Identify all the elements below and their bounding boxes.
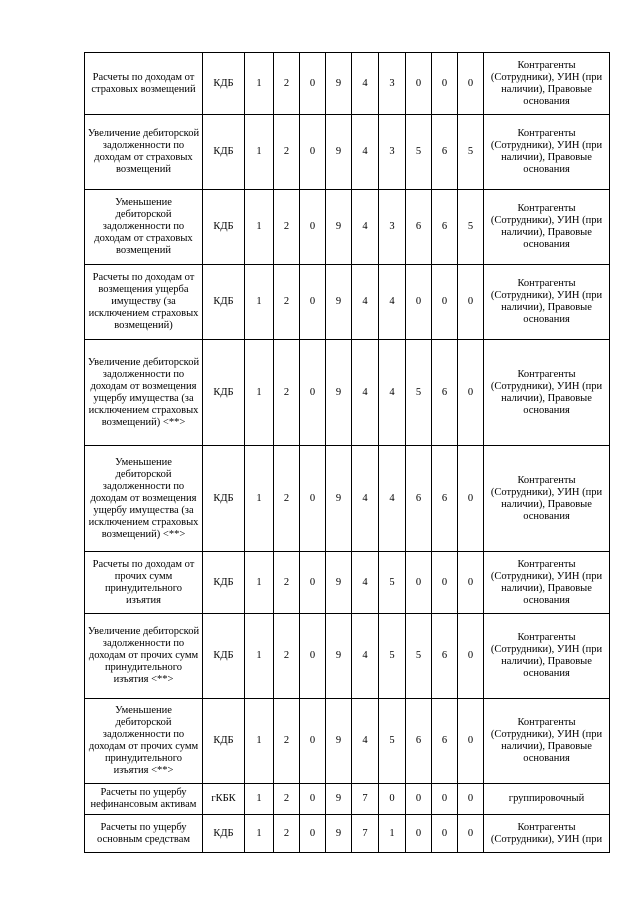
code-digit-cell: 0 (458, 552, 484, 614)
code-digit-cell: 9 (326, 340, 352, 446)
code-digit-cell: 5 (406, 340, 432, 446)
code-digit-cell: 4 (352, 614, 379, 699)
code-digit-cell: 4 (379, 340, 406, 446)
code-digit-cell: 0 (300, 115, 326, 190)
code-digit-cell: 5 (458, 190, 484, 265)
analytics-cell: Контрагенты (Сотрудники), УИН (при наличии), Правовые основания (484, 340, 610, 446)
code-digit-cell: 2 (274, 614, 300, 699)
code-digit-cell: 0 (300, 190, 326, 265)
analytics-cell: Контрагенты (Сотрудники), УИН (при наличии), Правовые основания (484, 265, 610, 340)
code-digit-cell: 2 (274, 340, 300, 446)
code-digit-cell: 4 (352, 265, 379, 340)
code-digit-cell: 2 (274, 265, 300, 340)
analytics-cell: Контрагенты (Сотрудники), УИН (при наличии), Правовые основания (484, 446, 610, 552)
kbk-type-cell: КДБ (203, 190, 245, 265)
code-digit-cell: 0 (300, 614, 326, 699)
table-body (85, 53, 610, 853)
code-digit-cell: 9 (326, 815, 352, 853)
account-name-cell: Увеличение дебиторской задолженности по доходам от возмещения ущербу имущества (за исключением страховых возмещений) <**> (85, 340, 203, 446)
code-digit-cell: 0 (458, 446, 484, 552)
code-digit-cell: 5 (406, 614, 432, 699)
kbk-type-cell: КДБ (203, 446, 245, 552)
code-digit-cell: 0 (300, 784, 326, 815)
code-digit-cell: 9 (326, 190, 352, 265)
code-digit-cell: 6 (406, 190, 432, 265)
code-digit-cell: 0 (432, 53, 458, 115)
analytics-cell: Контрагенты (Сотрудники), УИН (при наличии), Правовые основания (484, 115, 610, 190)
code-digit-cell: 4 (352, 53, 379, 115)
code-digit-cell: 0 (300, 699, 326, 784)
analytics-cell: Контрагенты (Сотрудники), УИН (при (484, 815, 610, 853)
code-digit-cell: 4 (352, 340, 379, 446)
code-digit-cell: 4 (352, 190, 379, 265)
account-name-cell: Расчеты по ущербу основным средствам (85, 815, 203, 853)
table-row (85, 552, 610, 614)
code-digit-cell: 0 (458, 699, 484, 784)
table-row (85, 340, 610, 446)
code-digit-cell: 4 (352, 699, 379, 784)
code-digit-cell: 6 (432, 190, 458, 265)
code-digit-cell: 4 (352, 552, 379, 614)
table-row (85, 815, 610, 853)
code-digit-cell: 0 (458, 815, 484, 853)
code-digit-cell: 1 (245, 552, 274, 614)
code-digit-cell: 6 (406, 446, 432, 552)
code-digit-cell: 5 (379, 699, 406, 784)
code-digit-cell: 2 (274, 815, 300, 853)
code-digit-cell: 1 (245, 784, 274, 815)
code-digit-cell: 2 (274, 699, 300, 784)
analytics-cell: группировочный (484, 784, 610, 815)
code-digit-cell: 2 (274, 446, 300, 552)
kbk-type-cell: КДБ (203, 699, 245, 784)
table-row (85, 614, 610, 699)
account-name-cell: Увеличение дебиторской задолженности по доходам от страховых возмещений (85, 115, 203, 190)
analytics-cell: Контрагенты (Сотрудники), УИН (при наличии), Правовые основания (484, 614, 610, 699)
code-digit-cell: 9 (326, 614, 352, 699)
code-digit-cell: 5 (406, 115, 432, 190)
code-digit-cell: 0 (432, 552, 458, 614)
table-row (85, 115, 610, 190)
code-digit-cell: 1 (245, 614, 274, 699)
code-digit-cell: 1 (245, 699, 274, 784)
code-digit-cell: 9 (326, 265, 352, 340)
code-digit-cell: 7 (352, 784, 379, 815)
account-name-cell: Расчеты по ущербу нефинансовым активам (85, 784, 203, 815)
code-digit-cell: 3 (379, 53, 406, 115)
code-digit-cell: 0 (458, 53, 484, 115)
code-digit-cell: 4 (379, 265, 406, 340)
code-digit-cell: 0 (432, 815, 458, 853)
code-digit-cell: 3 (379, 190, 406, 265)
account-name-cell: Уменьшение дебиторской задолженности по доходам от страховых возмещений (85, 190, 203, 265)
code-digit-cell: 5 (458, 115, 484, 190)
kbk-type-cell: КДБ (203, 340, 245, 446)
analytics-cell: Контрагенты (Сотрудники), УИН (при наличии), Правовые основания (484, 552, 610, 614)
code-digit-cell: 1 (379, 815, 406, 853)
code-digit-cell: 6 (406, 699, 432, 784)
kbk-type-cell: КДБ (203, 115, 245, 190)
table-row (85, 265, 610, 340)
code-digit-cell: 2 (274, 190, 300, 265)
code-digit-cell: 1 (245, 190, 274, 265)
table-row (85, 784, 610, 815)
code-digit-cell: 0 (300, 815, 326, 853)
code-digit-cell: 7 (352, 815, 379, 853)
kbk-type-cell: КДБ (203, 614, 245, 699)
code-digit-cell: 1 (245, 115, 274, 190)
accounts-table (84, 52, 610, 853)
table-row (85, 53, 610, 115)
code-digit-cell: 2 (274, 784, 300, 815)
code-digit-cell: 1 (245, 340, 274, 446)
code-digit-cell: 2 (274, 552, 300, 614)
code-digit-cell: 6 (432, 115, 458, 190)
code-digit-cell: 0 (379, 784, 406, 815)
kbk-type-cell: КДБ (203, 552, 245, 614)
code-digit-cell: 1 (245, 265, 274, 340)
analytics-cell: Контрагенты (Сотрудники), УИН (при наличии), Правовые основания (484, 53, 610, 115)
code-digit-cell: 6 (432, 699, 458, 784)
code-digit-cell: 6 (432, 340, 458, 446)
analytics-cell: Контрагенты (Сотрудники), УИН (при наличии), Правовые основания (484, 190, 610, 265)
code-digit-cell: 4 (379, 446, 406, 552)
code-digit-cell: 9 (326, 53, 352, 115)
account-name-cell: Увеличение дебиторской задолженности по доходам от прочих сумм принудительного изъятия <**> (85, 614, 203, 699)
account-name-cell: Уменьшение дебиторской задолженности по доходам от возмещения ущербу имущества (за исключением страховых возмещений) <**> (85, 446, 203, 552)
code-digit-cell: 5 (379, 614, 406, 699)
code-digit-cell: 1 (245, 815, 274, 853)
code-digit-cell: 3 (379, 115, 406, 190)
code-digit-cell: 9 (326, 784, 352, 815)
account-name-cell: Расчеты по доходам от возмещения ущерба имуществу (за исключением страховых возмещений) (85, 265, 203, 340)
code-digit-cell: 1 (245, 446, 274, 552)
table-row (85, 699, 610, 784)
kbk-type-cell: гКБК (203, 784, 245, 815)
code-digit-cell: 0 (432, 784, 458, 815)
code-digit-cell: 0 (458, 265, 484, 340)
kbk-type-cell: КДБ (203, 53, 245, 115)
code-digit-cell: 5 (379, 552, 406, 614)
code-digit-cell: 1 (245, 53, 274, 115)
code-digit-cell: 9 (326, 699, 352, 784)
code-digit-cell: 9 (326, 446, 352, 552)
code-digit-cell: 0 (300, 265, 326, 340)
code-digit-cell: 4 (352, 115, 379, 190)
code-digit-cell: 6 (432, 446, 458, 552)
code-digit-cell: 0 (458, 784, 484, 815)
code-digit-cell: 6 (432, 614, 458, 699)
table-row (85, 446, 610, 552)
code-digit-cell: 9 (326, 115, 352, 190)
code-digit-cell: 0 (406, 53, 432, 115)
code-digit-cell: 0 (406, 784, 432, 815)
analytics-cell: Контрагенты (Сотрудники), УИН (при наличии), Правовые основания (484, 699, 610, 784)
code-digit-cell: 0 (406, 552, 432, 614)
code-digit-cell: 0 (300, 446, 326, 552)
account-name-cell: Расчеты по доходам от прочих сумм принудительного изъятия (85, 552, 203, 614)
code-digit-cell: 0 (406, 815, 432, 853)
code-digit-cell: 0 (432, 265, 458, 340)
code-digit-cell: 0 (300, 340, 326, 446)
kbk-type-cell: КДБ (203, 265, 245, 340)
code-digit-cell: 0 (406, 265, 432, 340)
code-digit-cell: 0 (300, 53, 326, 115)
code-digit-cell: 0 (300, 552, 326, 614)
account-name-cell: Расчеты по доходам от страховых возмещений (85, 53, 203, 115)
code-digit-cell: 4 (352, 446, 379, 552)
kbk-type-cell: КДБ (203, 815, 245, 853)
code-digit-cell: 2 (274, 115, 300, 190)
code-digit-cell: 2 (274, 53, 300, 115)
table-row (85, 190, 610, 265)
account-name-cell: Уменьшение дебиторской задолженности по доходам от прочих сумм принудительного изъятия <**> (85, 699, 203, 784)
code-digit-cell: 0 (458, 340, 484, 446)
code-digit-cell: 0 (458, 614, 484, 699)
code-digit-cell: 9 (326, 552, 352, 614)
